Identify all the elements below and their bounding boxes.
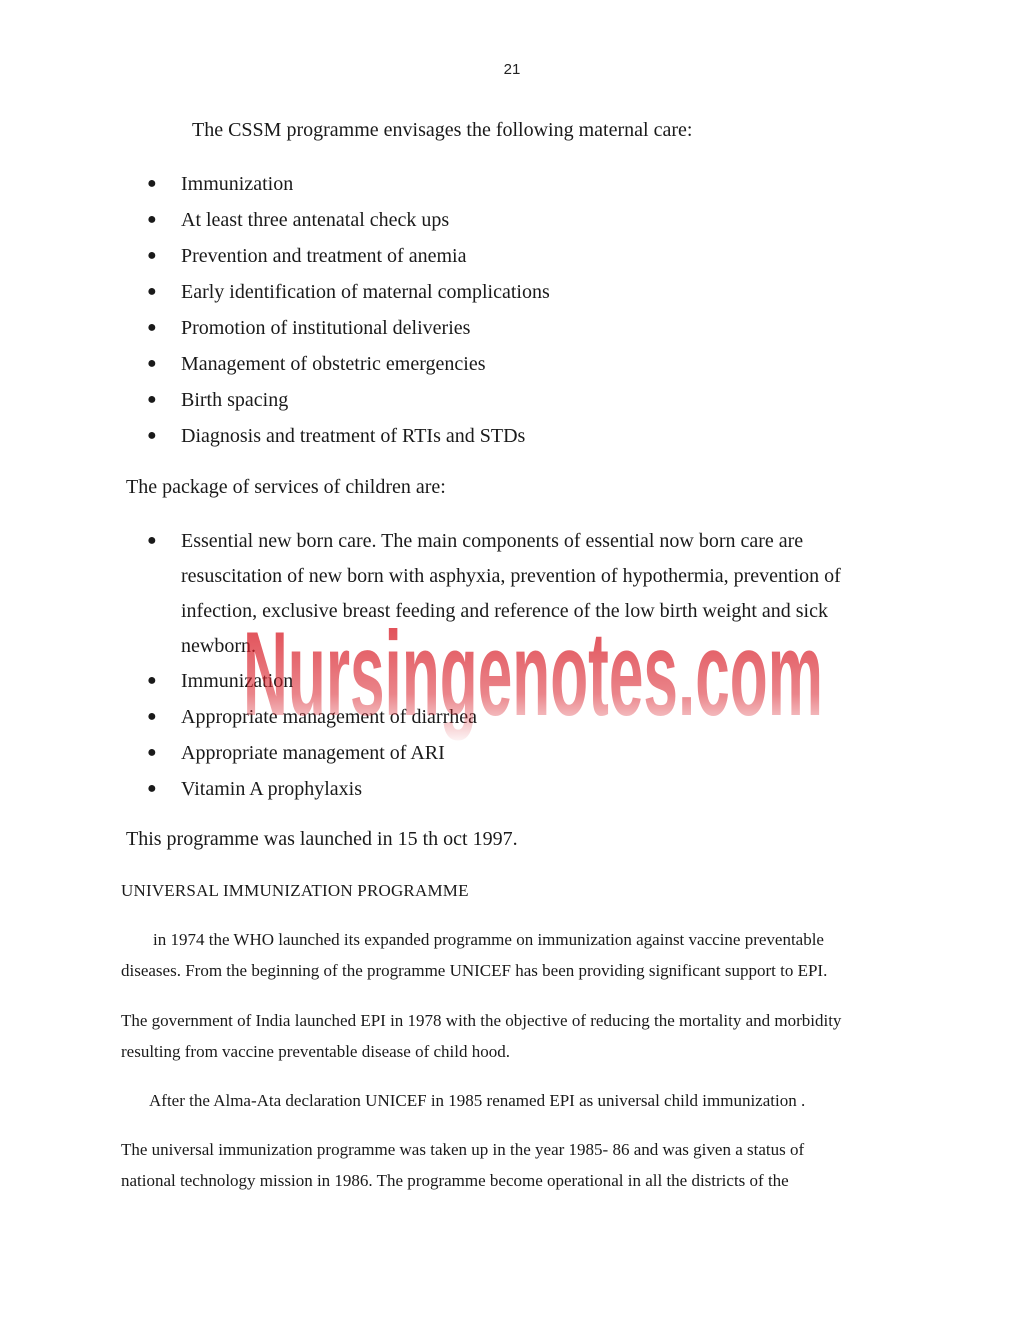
- uip-paragraph-line: in 1974 the WHO launched its expanded programme on immunization against vaccine preventable: [153, 930, 824, 949]
- uip-paragraph-line: resulting from vaccine preventable disease of child hood.: [121, 1042, 510, 1061]
- maternal-care-intro: The CSSM programme envisages the following maternal care:: [192, 119, 693, 141]
- newborn-care-item: [0, 529, 1024, 669]
- bullet-icon: ●: [147, 355, 157, 372]
- uip-paragraph-line: The government of India launched EPI in 1978 with the objective of reducing the mortality and morbidity: [121, 1011, 842, 1030]
- launch-note: This programme was launched in 15 th oct 1997.: [126, 828, 518, 850]
- bullet-icon: ●: [147, 319, 157, 336]
- children-services-heading: The package of services of children are:: [126, 476, 446, 498]
- bullet-icon: ●: [147, 283, 157, 300]
- bullet-icon: ●: [147, 532, 157, 549]
- newborn-care-line: newborn.: [181, 635, 256, 657]
- bullet-icon: ●: [147, 247, 157, 264]
- bullet-icon: ●: [147, 708, 157, 725]
- bullet-icon: ●: [147, 391, 157, 408]
- newborn-care-line: infection, exclusive breast feeding and reference of the low birth weight and sick: [181, 600, 828, 622]
- bullet-icon: ●: [147, 744, 157, 761]
- uip-paragraph-line: national technology mission in 1986. The programme become operational in all the districts of the: [121, 1171, 789, 1190]
- watermark-text: Nursingenotes.com: [243, 607, 823, 741]
- newborn-care-line: resuscitation of new born with asphyxia, prevention of hypothermia, prevention of: [181, 565, 841, 587]
- newborn-care-line: Essential new born care. The main components of essential now born care are: [181, 530, 804, 552]
- uip-paragraph-line: diseases. From the beginning of the programme UNICEF has been providing significant support to EPI.: [121, 961, 828, 980]
- uip-paragraph-line: After the Alma-Ata declaration UNICEF in 1985 renamed EPI as universal child immunization .: [149, 1091, 806, 1110]
- bullet-icon: ●: [147, 672, 157, 689]
- bullet-icon: ●: [147, 175, 157, 192]
- bullet-icon: ●: [147, 211, 157, 228]
- uip-paragraph-line: The universal immunization programme was taken up in the year 1985- 86 and was given a status of: [121, 1140, 805, 1159]
- bullet-icon: ●: [147, 780, 157, 797]
- bullet-icon: ●: [147, 427, 157, 444]
- section-heading: UNIVERSAL IMMUNIZATION PROGRAMME: [121, 881, 469, 900]
- page-number: 21: [503, 61, 521, 78]
